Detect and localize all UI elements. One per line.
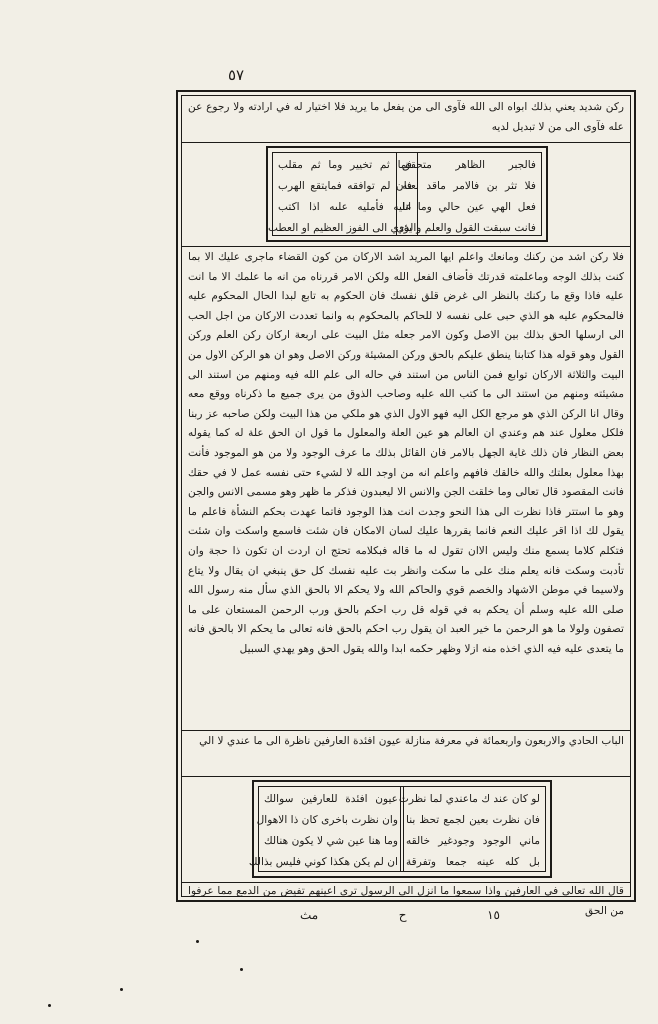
ink-speck (120, 988, 123, 991)
signature-mark: ح (398, 908, 407, 922)
verse-line: وما هنا عين شي لا يكون هنالك (264, 835, 398, 847)
chapter-heading: الباب الحادي والاربعون واربعمائة في معرفة منازلة عيون افئدة العارفين ناظرة الى ما عندي لا الي (199, 735, 624, 747)
verse-line: لو كان عند ك ماعندي لما نظرت (398, 793, 540, 805)
bottom-passage: قال الله تعالى في العارفين واذا سمعوا ما انزل الى الرسول ترى اعينهم تفيض من الدمع مما عرفوا من الحق (188, 885, 624, 917)
verse-column-left (248, 786, 404, 872)
verse-column-left (267, 152, 418, 236)
verse-line: فلا تثر بن فالامر ماقد نعته (402, 180, 536, 192)
main-passage: فلا ركن اشد من ركنك ومانعك واعلم ايها المريد اشد الاركان من كون القضاء ماجرى عليك الا بما كنت بذلك الوجه وماعلمته قدرتك فأضاف الفعل الله ولكن الامر قررناه من انه ما علمك الا ما انت عليه فاذا وقع ما ركنك بالنظر الى غرض قلق نفسك فان الحكوم به تابع لبدا الحال المحكوم عليه فالمحكوم عليه هو الذي حبى على نفسه لا للحاكم بالمحكوم به وانما تعددت الاركان من اجل الحب الى ارسلها الحق بذلك بين الاصل وكون الامر جعله مثل البيت على اربعة اركان ركن العلم وركن القول وهو قوله هذا كتابنا ينطق عليكم بالحق وركن المشيئة وركن الاصل وهو ان هو الركن الاول من البيت والثلاثة الاركان توابع فمن الناس من استند في حاله الى علم الله فيه ومنهم من استند الى مشيئته ومنهم من استند الى ما كتب الله عليه وصاحب الذوق من يرى جميع ما ذكرناه ووقع معه وقال انا الركن الذي هو مرجع الكل اليه فهو الاول الذي هو ملكي من هذا البيت ولكن صاحبه عز ربنا فلكل معلول عند هم وعندي ان العالم هو عين العلة والمعلول ما قول ان الحق علة له كما يقوله بعض النظار فان ذلك غاية الجهل بالامر فان القائل بذلك ما عرف الوجود ولا من هو الموجود فأنت بهذا معلول بعلتك والله خالقك فافهم واعلم انه من اوجد الله لا لشيء حتى نفسه عمل لا في حقك فانت المقصود قال تعالى وما خلقت الجن والانس الا ليعبدون فذكر ما ظهر وهو مسمى الانس والجن وهو ما استتر فاذا نظرت الى هذا النحو وجدت انت هذا الوجود فاتما عهدت بحكم النشأة فاعلم ما يقول لك اذا اقر عليك النعم فانما يقررها عليك لسان الامكان فان شئت فاسمع واسكت وان شئت فتكلم كلاما يسمع منك وليس الاان تقول له ما قاله فبكلامه تحتج ان اردت ان تكون ذا حجة وان تأدبت وسكت فانه يعلم منك على ما سكت وانظر بت عليه نفسك كل حق ينبغي ان يقال ولا يتاع ولاسيما في موطن الاشهاد والخصم قوي والحاكم الله ولا يحكم الا بالحق الذي سأل منه رسول الله صلى الله عليه وسلم أن يحكم به في قوله قل رب احكم بالحق ورب الرحمن المستعان على ما تصفون ولولا ما هو الرحمن ما خير العبد ان يقول رب احكم بالحق فانه تعالى ما يحكم الا بالحق فانه ما يتعدى عليه فيه الذي اخذه منه ازلا وظهر حكمه ابدا والله يقول الحق وهو يهدي السبيل (188, 251, 624, 655)
verse-line: فانت سبقت القول والعلم والذي (396, 222, 536, 234)
verse-line: فان لم توافقه فمايتقع الهرب (278, 180, 412, 192)
verse-line: بل كله عينه جمعا وتفرقة (406, 856, 540, 868)
top-passage: ركن شديد يعني بذلك ابواه الى الله فآوى الى من يفعل ما يريد فلا اختيار له في ارادته ولا رجوع عن عله فآوى الى من لا تبديل لديه (188, 101, 624, 133)
divider (182, 142, 630, 143)
ink-speck (240, 968, 243, 971)
verses-box-1 (266, 146, 548, 242)
verse-line: فما ثم تخيير وما ثم مقلب (278, 159, 412, 171)
verse-line: فعل الهي عين حالي وما انا (402, 201, 536, 213)
verses-box-2 (248, 780, 552, 878)
signature-mark: مث (300, 908, 319, 922)
verse-line: عيون افئدة للعارفين سوالك (264, 793, 398, 805)
ink-speck (48, 1004, 51, 1007)
verse-line: يؤدي الى الفوز العظيم او العطب (267, 222, 412, 234)
verse-line: ماني الوجود وجودغير خالقه (406, 835, 540, 847)
verse-column-right (400, 786, 546, 872)
signature-mark: ١٥ (487, 908, 500, 922)
verse-line: فالجبر الظاهر متحقق (402, 159, 536, 171)
divider (182, 246, 630, 247)
verse-line: فان نظرت بعين لجمع تحظ بنا (406, 814, 540, 826)
verse-line: وان نظرت باخرى كان ذا الاهوال (256, 814, 398, 826)
signature-marks (300, 908, 500, 922)
verse-line: عليه فأمليه علىه اذا اكتب (278, 201, 412, 213)
ink-speck (196, 940, 199, 943)
divider (182, 730, 630, 731)
divider (182, 776, 630, 777)
page-number: ٥٧ (228, 66, 245, 84)
verse-line: ان لم يكن هكذا كوني فليس بذالك (248, 856, 398, 868)
